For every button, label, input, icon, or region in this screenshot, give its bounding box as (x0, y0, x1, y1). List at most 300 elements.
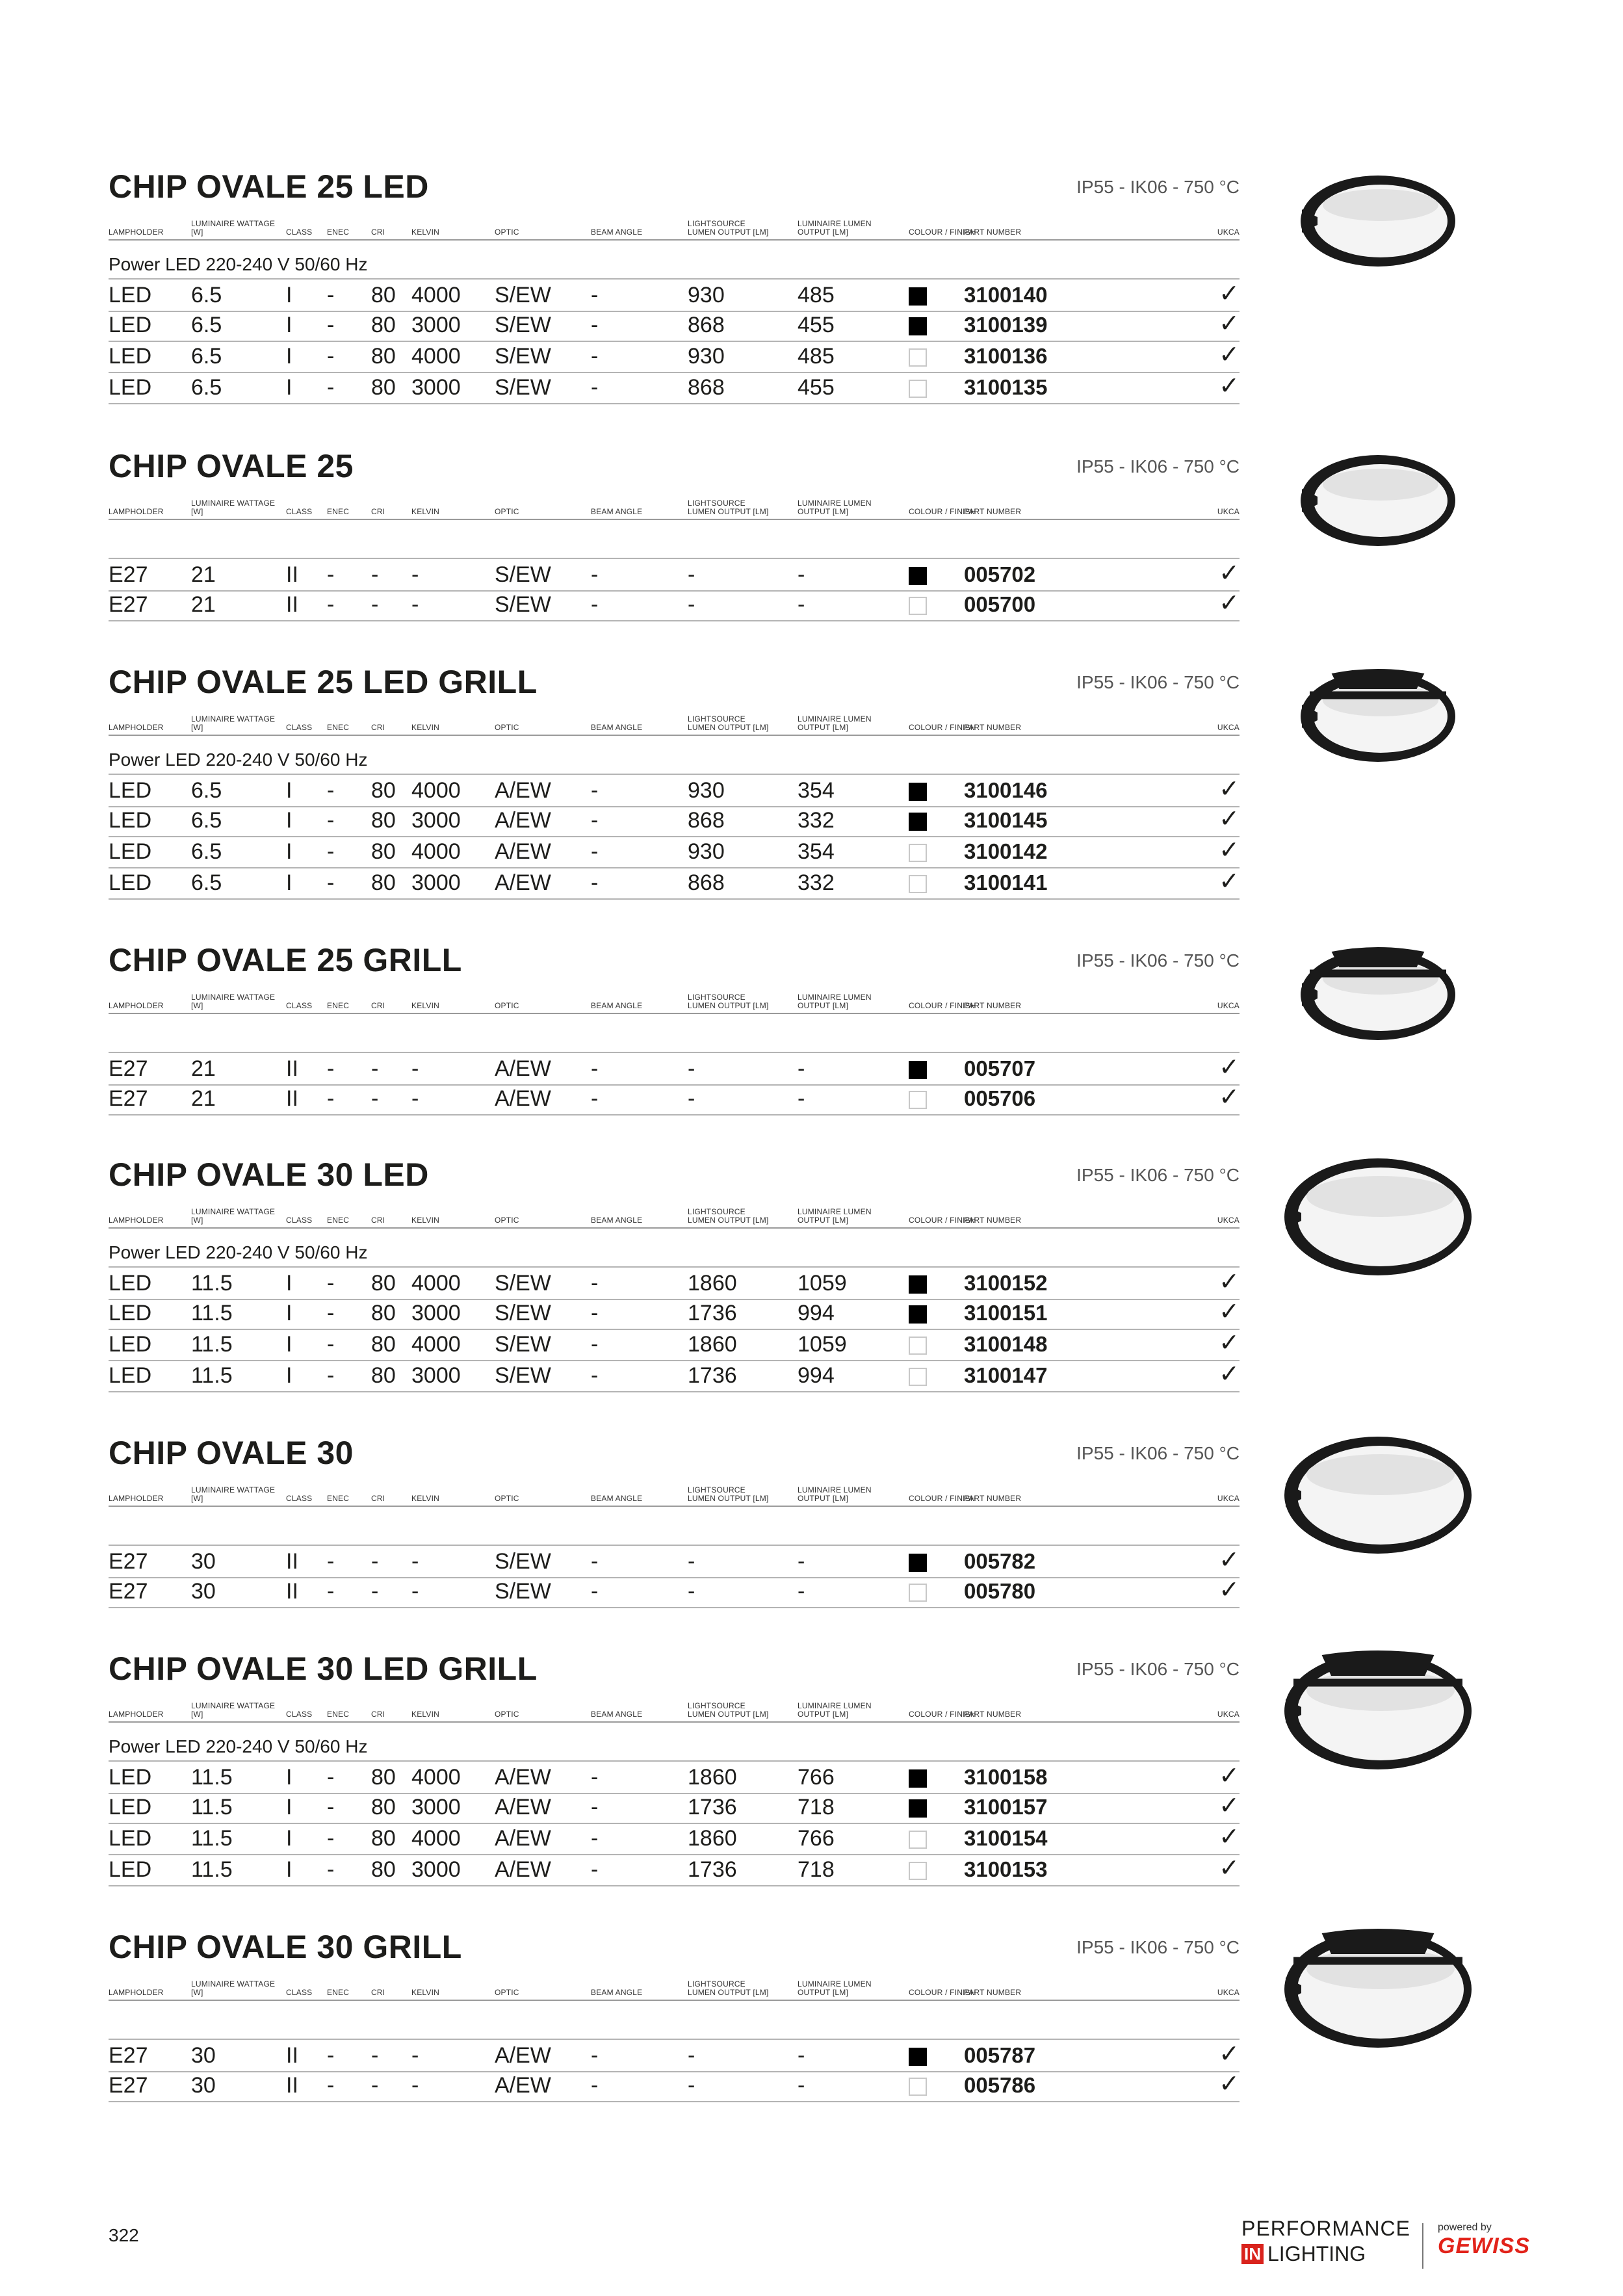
table-row (109, 2039, 1240, 2072)
ukca-check-icon: ✓ (1219, 1546, 1240, 1574)
cell-luminaire-lumen: - (798, 592, 805, 617)
cell-enec: - (327, 1332, 335, 1357)
header-cri: CRI (371, 1494, 385, 1503)
header-lum: LUMINAIRE LUMEN OUTPUT [LM] (798, 1207, 872, 1225)
cell-optic: A/EW (495, 1056, 551, 1081)
ukca-check-icon: ✓ (1219, 868, 1240, 895)
cell-cri: - (371, 1579, 379, 1604)
cell-enec: - (327, 313, 335, 337)
cell-part-number: 3100157 (964, 1795, 1048, 1819)
ukca-check-icon: ✓ (1219, 1361, 1240, 1388)
header-class: CLASS (286, 1494, 313, 1503)
white-finish-swatch (909, 1831, 927, 1849)
cell-luminaire-lumen: 485 (798, 344, 835, 369)
black-finish-swatch (909, 783, 927, 801)
cell-luminaire-lumen: 332 (798, 808, 835, 833)
cell-wattage: 21 (191, 562, 216, 587)
table-row (109, 372, 1240, 404)
header-kelvin: KELVIN (411, 1494, 439, 1503)
cell-lightsource-lumen: 1736 (688, 1795, 737, 1820)
header-lsl: LIGHTSOURCE LUMEN OUTPUT [LM] (688, 1207, 769, 1225)
section-title: CHIP OVALE 30 LED (109, 1156, 429, 1193)
cell-optic: A/EW (495, 839, 551, 864)
cell-lightsource-lumen: - (688, 1579, 695, 1604)
cell-enec: - (327, 839, 335, 864)
cell-class: II (286, 1549, 298, 1574)
cell-lampholder: LED (109, 1301, 152, 1325)
brand-divider (1422, 2223, 1423, 2269)
cell-class: II (286, 592, 298, 617)
luminaire-product-image (1280, 1152, 1475, 1285)
cell-lightsource-lumen: 1736 (688, 1857, 737, 1882)
cell-luminaire-lumen: 354 (798, 778, 835, 803)
header-colour: COLOUR / FINISH (909, 507, 976, 516)
header-part: PART NUMBER (964, 723, 1022, 732)
header-wattage: LUMINAIRE WATTAGE [W] (191, 1485, 276, 1503)
cell-cri: 80 (371, 808, 396, 833)
white-finish-swatch (909, 875, 927, 893)
cell-part-number: 005706 (964, 1086, 1036, 1110)
table-row (109, 867, 1240, 900)
cell-beam-angle: - (591, 375, 599, 400)
header-lum: LUMINAIRE LUMEN OUTPUT [LM] (798, 1979, 872, 1997)
cell-part-number: 3100151 (964, 1301, 1048, 1325)
ukca-check-icon: ✓ (1219, 1792, 1240, 1820)
section-title: CHIP OVALE 30 LED GRILL (109, 1650, 538, 1687)
cell-cri: 80 (371, 870, 396, 895)
cell-enec: - (327, 1857, 335, 1882)
header-ukca: UKCA (1217, 1001, 1240, 1010)
cell-lightsource-lumen: - (688, 592, 695, 617)
header-kelvin: KELVIN (411, 1001, 439, 1010)
cell-cri: - (371, 2043, 379, 2068)
cell-wattage: 6.5 (191, 808, 222, 833)
cell-lightsource-lumen: 930 (688, 283, 725, 307)
cell-part-number: 3100147 (964, 1363, 1048, 1387)
black-finish-swatch (909, 1305, 927, 1324)
header-kelvin: KELVIN (411, 1710, 439, 1719)
black-finish-swatch (909, 1061, 927, 1079)
cell-kelvin: 4000 (411, 1826, 461, 1851)
table-row (109, 1854, 1240, 1886)
performance-in-lighting-logo (1241, 2217, 1410, 2266)
cell-kelvin: - (411, 2073, 419, 2098)
cell-enec: - (327, 562, 335, 587)
table-row (109, 341, 1240, 373)
cell-kelvin: - (411, 1056, 419, 1081)
ip-rating: IP55 - IK06 - 750 °C (1076, 1659, 1240, 1679)
cell-enec: - (327, 808, 335, 833)
header-enec: ENEC (327, 1988, 350, 1997)
header-beam: BEAM ANGLE (591, 723, 643, 732)
section-title: CHIP OVALE 30 (109, 1435, 354, 1471)
header-enec: ENEC (327, 1216, 350, 1225)
black-finish-swatch (909, 813, 927, 831)
cell-part-number: 3100146 (964, 778, 1048, 802)
cell-lightsource-lumen: - (688, 562, 695, 587)
cell-lightsource-lumen: - (688, 2043, 695, 2068)
cell-beam-angle: - (591, 1271, 599, 1296)
header-beam: BEAM ANGLE (591, 1216, 643, 1225)
cell-luminaire-lumen: 1059 (798, 1271, 847, 1296)
header-optic: OPTIC (495, 1988, 519, 1997)
cell-enec: - (327, 1301, 335, 1325)
cell-enec: - (327, 1271, 335, 1296)
header-enec: ENEC (327, 1494, 350, 1503)
cell-luminaire-lumen: 332 (798, 870, 835, 895)
cell-class: I (286, 808, 292, 833)
section-title: CHIP OVALE 25 GRILL (109, 942, 462, 978)
cell-enec: - (327, 344, 335, 369)
cell-part-number: 3100153 (964, 1857, 1048, 1881)
cell-lightsource-lumen: - (688, 1056, 695, 1081)
white-finish-swatch (909, 597, 927, 615)
cell-kelvin: 3000 (411, 313, 461, 337)
cell-part-number: 3100139 (964, 313, 1048, 337)
header-lampholder: LAMPHOLDER (109, 228, 164, 237)
header-kelvin: KELVIN (411, 723, 439, 732)
cell-luminaire-lumen: 1059 (798, 1332, 847, 1357)
cell-enec: - (327, 1579, 335, 1604)
cell-lightsource-lumen: - (688, 2073, 695, 2098)
cell-wattage: 11.5 (191, 1301, 233, 1325)
cell-lampholder: LED (109, 1765, 152, 1790)
table-row (109, 1329, 1240, 1361)
cell-beam-angle: - (591, 2073, 599, 2098)
header-part: PART NUMBER (964, 1710, 1022, 1719)
cell-class: I (286, 1363, 292, 1388)
ukca-check-icon: ✓ (1219, 2070, 1240, 2098)
table-row (109, 1792, 1240, 1824)
white-finish-swatch (909, 380, 927, 398)
cell-class: II (286, 1086, 298, 1111)
cell-part-number: 3100145 (964, 808, 1048, 832)
header-class: CLASS (286, 723, 313, 732)
ukca-check-icon: ✓ (1219, 2041, 1240, 2068)
cell-class: I (286, 870, 292, 895)
cell-cri: - (371, 1086, 379, 1111)
cell-kelvin: - (411, 2043, 419, 2068)
cell-enec: - (327, 375, 335, 400)
table-row (109, 278, 1240, 312)
header-kelvin: KELVIN (411, 507, 439, 516)
cell-cri: 80 (371, 375, 396, 400)
header-colour: COLOUR / FINISH (909, 723, 976, 732)
table-row (109, 1360, 1240, 1392)
cell-part-number: 005700 (964, 592, 1036, 616)
white-finish-swatch (909, 348, 927, 367)
cell-wattage: 11.5 (191, 1271, 233, 1296)
header-wattage: LUMINAIRE WATTAGE [W] (191, 993, 276, 1010)
section-title: CHIP OVALE 30 GRILL (109, 1929, 462, 1965)
cell-wattage: 11.5 (191, 1857, 233, 1882)
cell-luminaire-lumen: - (798, 1549, 805, 1574)
cell-enec: - (327, 592, 335, 617)
header-ukca: UKCA (1217, 1216, 1240, 1225)
cell-kelvin: 3000 (411, 375, 461, 400)
cell-cri: - (371, 1549, 379, 1574)
cell-luminaire-lumen: 718 (798, 1857, 835, 1882)
cell-beam-angle: - (591, 1363, 599, 1388)
cell-lightsource-lumen: 930 (688, 344, 725, 369)
column-header-row (109, 1697, 1240, 1723)
cell-optic: S/EW (495, 1271, 551, 1296)
header-optic: OPTIC (495, 1216, 519, 1225)
table-row (109, 558, 1240, 592)
header-lsl: LIGHTSOURCE LUMEN OUTPUT [LM] (688, 993, 769, 1010)
ukca-check-icon: ✓ (1219, 1855, 1240, 1882)
cell-kelvin: 3000 (411, 1795, 461, 1820)
ip-rating: IP55 - IK06 - 750 °C (1076, 672, 1240, 692)
cell-beam-angle: - (591, 1056, 599, 1081)
cell-enec: - (327, 1056, 335, 1081)
cell-lampholder: E27 (109, 1086, 148, 1111)
cell-enec: - (327, 870, 335, 895)
cell-luminaire-lumen: - (798, 562, 805, 587)
cell-luminaire-lumen: - (798, 2073, 805, 2098)
header-beam: BEAM ANGLE (591, 228, 643, 237)
cell-lightsource-lumen: 1736 (688, 1301, 737, 1325)
cell-lampholder: LED (109, 1857, 152, 1882)
cell-lampholder: LED (109, 375, 152, 400)
column-header-row (109, 1975, 1240, 2001)
powered-by-label: powered by (1438, 2222, 1492, 2233)
brand-line1: PERFORMANCE (1241, 2217, 1410, 2240)
ukca-check-icon: ✓ (1219, 560, 1240, 587)
luminaire-product-image (1297, 943, 1459, 1050)
cell-lampholder: LED (109, 1826, 152, 1851)
header-beam: BEAM ANGLE (591, 1710, 643, 1719)
header-wattage: LUMINAIRE WATTAGE [W] (191, 714, 276, 732)
cell-lightsource-lumen: 1860 (688, 1332, 737, 1357)
brand-in-badge: IN (1241, 2244, 1264, 2264)
cell-optic: A/EW (495, 2073, 551, 2098)
cell-class: I (286, 1857, 292, 1882)
header-part: PART NUMBER (964, 228, 1022, 237)
cell-wattage: 30 (191, 2073, 216, 2098)
black-finish-swatch (909, 1799, 927, 1818)
cell-beam-angle: - (591, 344, 599, 369)
cell-cri: 80 (371, 283, 396, 307)
header-part: PART NUMBER (964, 1001, 1022, 1010)
header-enec: ENEC (327, 228, 350, 237)
ukca-check-icon: ✓ (1219, 310, 1240, 337)
cell-kelvin: 3000 (411, 1857, 461, 1882)
cell-beam-angle: - (591, 592, 599, 617)
cell-lampholder: LED (109, 808, 152, 833)
header-lsl: LIGHTSOURCE LUMEN OUTPUT [LM] (688, 219, 769, 237)
table-row (109, 1545, 1240, 1578)
cell-enec: - (327, 283, 335, 307)
cell-cri: 80 (371, 1301, 396, 1325)
ukca-check-icon: ✓ (1219, 1268, 1240, 1296)
cell-optic: A/EW (495, 778, 551, 803)
cell-part-number: 3100142 (964, 839, 1048, 863)
luminaire-product-image (1280, 1646, 1475, 1779)
header-wattage: LUMINAIRE WATTAGE [W] (191, 1207, 276, 1225)
table-row (109, 1760, 1240, 1794)
ukca-check-icon: ✓ (1219, 1329, 1240, 1357)
cell-lampholder: LED (109, 870, 152, 895)
cell-lampholder: LED (109, 1795, 152, 1820)
cell-optic: A/EW (495, 808, 551, 833)
header-part: PART NUMBER (964, 1494, 1022, 1503)
cell-cri: - (371, 1056, 379, 1081)
cell-kelvin: 4000 (411, 839, 461, 864)
header-enec: ENEC (327, 1001, 350, 1010)
cell-class: I (286, 313, 292, 337)
gewiss-logo (1438, 2222, 1530, 2259)
cell-class: I (286, 1826, 292, 1851)
cell-class: I (286, 283, 292, 307)
cell-wattage: 6.5 (191, 375, 222, 400)
cell-class: I (286, 375, 292, 400)
cell-luminaire-lumen: 455 (798, 375, 835, 400)
header-kelvin: KELVIN (411, 1216, 439, 1225)
section-title: CHIP OVALE 25 LED GRILL (109, 664, 538, 700)
ukca-check-icon: ✓ (1219, 280, 1240, 307)
header-lsl: LIGHTSOURCE LUMEN OUTPUT [LM] (688, 1485, 769, 1503)
header-cri: CRI (371, 228, 385, 237)
header-part: PART NUMBER (964, 1988, 1022, 1997)
header-lampholder: LAMPHOLDER (109, 507, 164, 516)
ip-rating: IP55 - IK06 - 750 °C (1076, 177, 1240, 197)
cell-enec: - (327, 1363, 335, 1388)
cell-optic: A/EW (495, 2043, 551, 2068)
table-row (109, 1052, 1240, 1086)
cell-optic: S/EW (495, 592, 551, 617)
cell-class: I (286, 1332, 292, 1357)
cell-luminaire-lumen: 455 (798, 313, 835, 337)
header-kelvin: KELVIN (411, 228, 439, 237)
cell-lampholder: E27 (109, 592, 148, 617)
ukca-check-icon: ✓ (1219, 776, 1240, 803)
header-beam: BEAM ANGLE (591, 1001, 643, 1010)
table-row (109, 774, 1240, 807)
cell-kelvin: 4000 (411, 1765, 461, 1790)
cell-kelvin: - (411, 1579, 419, 1604)
cell-part-number: 005782 (964, 1549, 1036, 1573)
cell-class: I (286, 1271, 292, 1296)
table-row (109, 2070, 1240, 2102)
cell-wattage: 11.5 (191, 1765, 233, 1790)
ukca-check-icon: ✓ (1219, 1762, 1240, 1790)
cell-cri: 80 (371, 1857, 396, 1882)
cell-part-number: 005707 (964, 1056, 1036, 1080)
luminaire-product-image (1297, 664, 1459, 772)
cell-lampholder: LED (109, 1332, 152, 1357)
cell-wattage: 11.5 (191, 1826, 233, 1851)
cell-kelvin: - (411, 562, 419, 587)
cell-optic: S/EW (495, 1549, 551, 1574)
cell-lightsource-lumen: 930 (688, 839, 725, 864)
header-lsl: LIGHTSOURCE LUMEN OUTPUT [LM] (688, 1979, 769, 1997)
cell-enec: - (327, 1765, 335, 1790)
cell-kelvin: 3000 (411, 1301, 461, 1325)
brand-line2: LIGHTING (1267, 2242, 1366, 2265)
header-class: CLASS (286, 1216, 313, 1225)
cell-class: II (286, 1056, 298, 1081)
header-lum: LUMINAIRE LUMEN OUTPUT [LM] (798, 1485, 872, 1503)
header-optic: OPTIC (495, 723, 519, 732)
header-kelvin: KELVIN (411, 1988, 439, 1997)
power-supply-note: Power LED 220-240 V 50/60 Hz (109, 1242, 368, 1262)
ukca-check-icon: ✓ (1219, 1298, 1240, 1325)
header-class: CLASS (286, 1710, 313, 1719)
cell-part-number: 3100136 (964, 344, 1048, 368)
header-wattage: LUMINAIRE WATTAGE [W] (191, 1979, 276, 1997)
header-lsl: LIGHTSOURCE LUMEN OUTPUT [LM] (688, 499, 769, 516)
cell-beam-angle: - (591, 1332, 599, 1357)
black-finish-swatch (909, 287, 927, 306)
cell-cri: 80 (371, 313, 396, 337)
luminaire-product-image (1280, 1924, 1475, 2057)
cell-class: I (286, 1795, 292, 1820)
table-row (109, 1266, 1240, 1300)
cell-lampholder: E27 (109, 1056, 148, 1081)
cell-wattage: 6.5 (191, 283, 222, 307)
cell-beam-angle: - (591, 2043, 599, 2068)
cell-wattage: 11.5 (191, 1363, 233, 1388)
cell-beam-angle: - (591, 1765, 599, 1790)
cell-lampholder: E27 (109, 1549, 148, 1574)
cell-kelvin: - (411, 592, 419, 617)
ip-rating: IP55 - IK06 - 750 °C (1076, 456, 1240, 476)
white-finish-swatch (909, 844, 927, 862)
cell-class: II (286, 2073, 298, 2098)
cell-wattage: 30 (191, 1549, 216, 1574)
header-colour: COLOUR / FINISH (909, 1494, 976, 1503)
cell-optic: A/EW (495, 1086, 551, 1111)
cell-class: I (286, 344, 292, 369)
cell-class: II (286, 2043, 298, 2068)
cell-part-number: 005786 (964, 2073, 1036, 2097)
cell-lightsource-lumen: 868 (688, 313, 725, 337)
cell-wattage: 21 (191, 1056, 216, 1081)
cell-enec: - (327, 1086, 335, 1111)
header-wattage: LUMINAIRE WATTAGE [W] (191, 1701, 276, 1719)
header-ukca: UKCA (1217, 1494, 1240, 1503)
black-finish-swatch (909, 1275, 927, 1294)
black-finish-swatch (909, 2048, 927, 2066)
header-lsl: LIGHTSOURCE LUMEN OUTPUT [LM] (688, 1701, 769, 1719)
header-wattage: LUMINAIRE WATTAGE [W] (191, 499, 276, 516)
cell-lightsource-lumen: - (688, 1086, 695, 1111)
header-beam: BEAM ANGLE (591, 507, 643, 516)
cell-beam-angle: - (591, 283, 599, 307)
cell-wattage: 6.5 (191, 839, 222, 864)
ukca-check-icon: ✓ (1219, 341, 1240, 369)
cell-beam-angle: - (591, 778, 599, 803)
white-finish-swatch (909, 1862, 927, 1880)
cell-part-number: 005780 (964, 1579, 1036, 1603)
header-lum: LUMINAIRE LUMEN OUTPUT [LM] (798, 219, 872, 237)
column-header-row (109, 988, 1240, 1014)
table-row (109, 805, 1240, 837)
header-colour: COLOUR / FINISH (909, 1710, 976, 1719)
cell-cri: 80 (371, 839, 396, 864)
cell-beam-angle: - (591, 313, 599, 337)
header-class: CLASS (286, 507, 313, 516)
cell-optic: A/EW (495, 1826, 551, 1851)
cell-class: I (286, 778, 292, 803)
cell-wattage: 30 (191, 2043, 216, 2068)
cell-part-number: 3100154 (964, 1826, 1048, 1850)
cell-cri: 80 (371, 1765, 396, 1790)
cell-luminaire-lumen: - (798, 2043, 805, 2068)
header-lampholder: LAMPHOLDER (109, 1216, 164, 1225)
white-finish-swatch (909, 1091, 927, 1109)
